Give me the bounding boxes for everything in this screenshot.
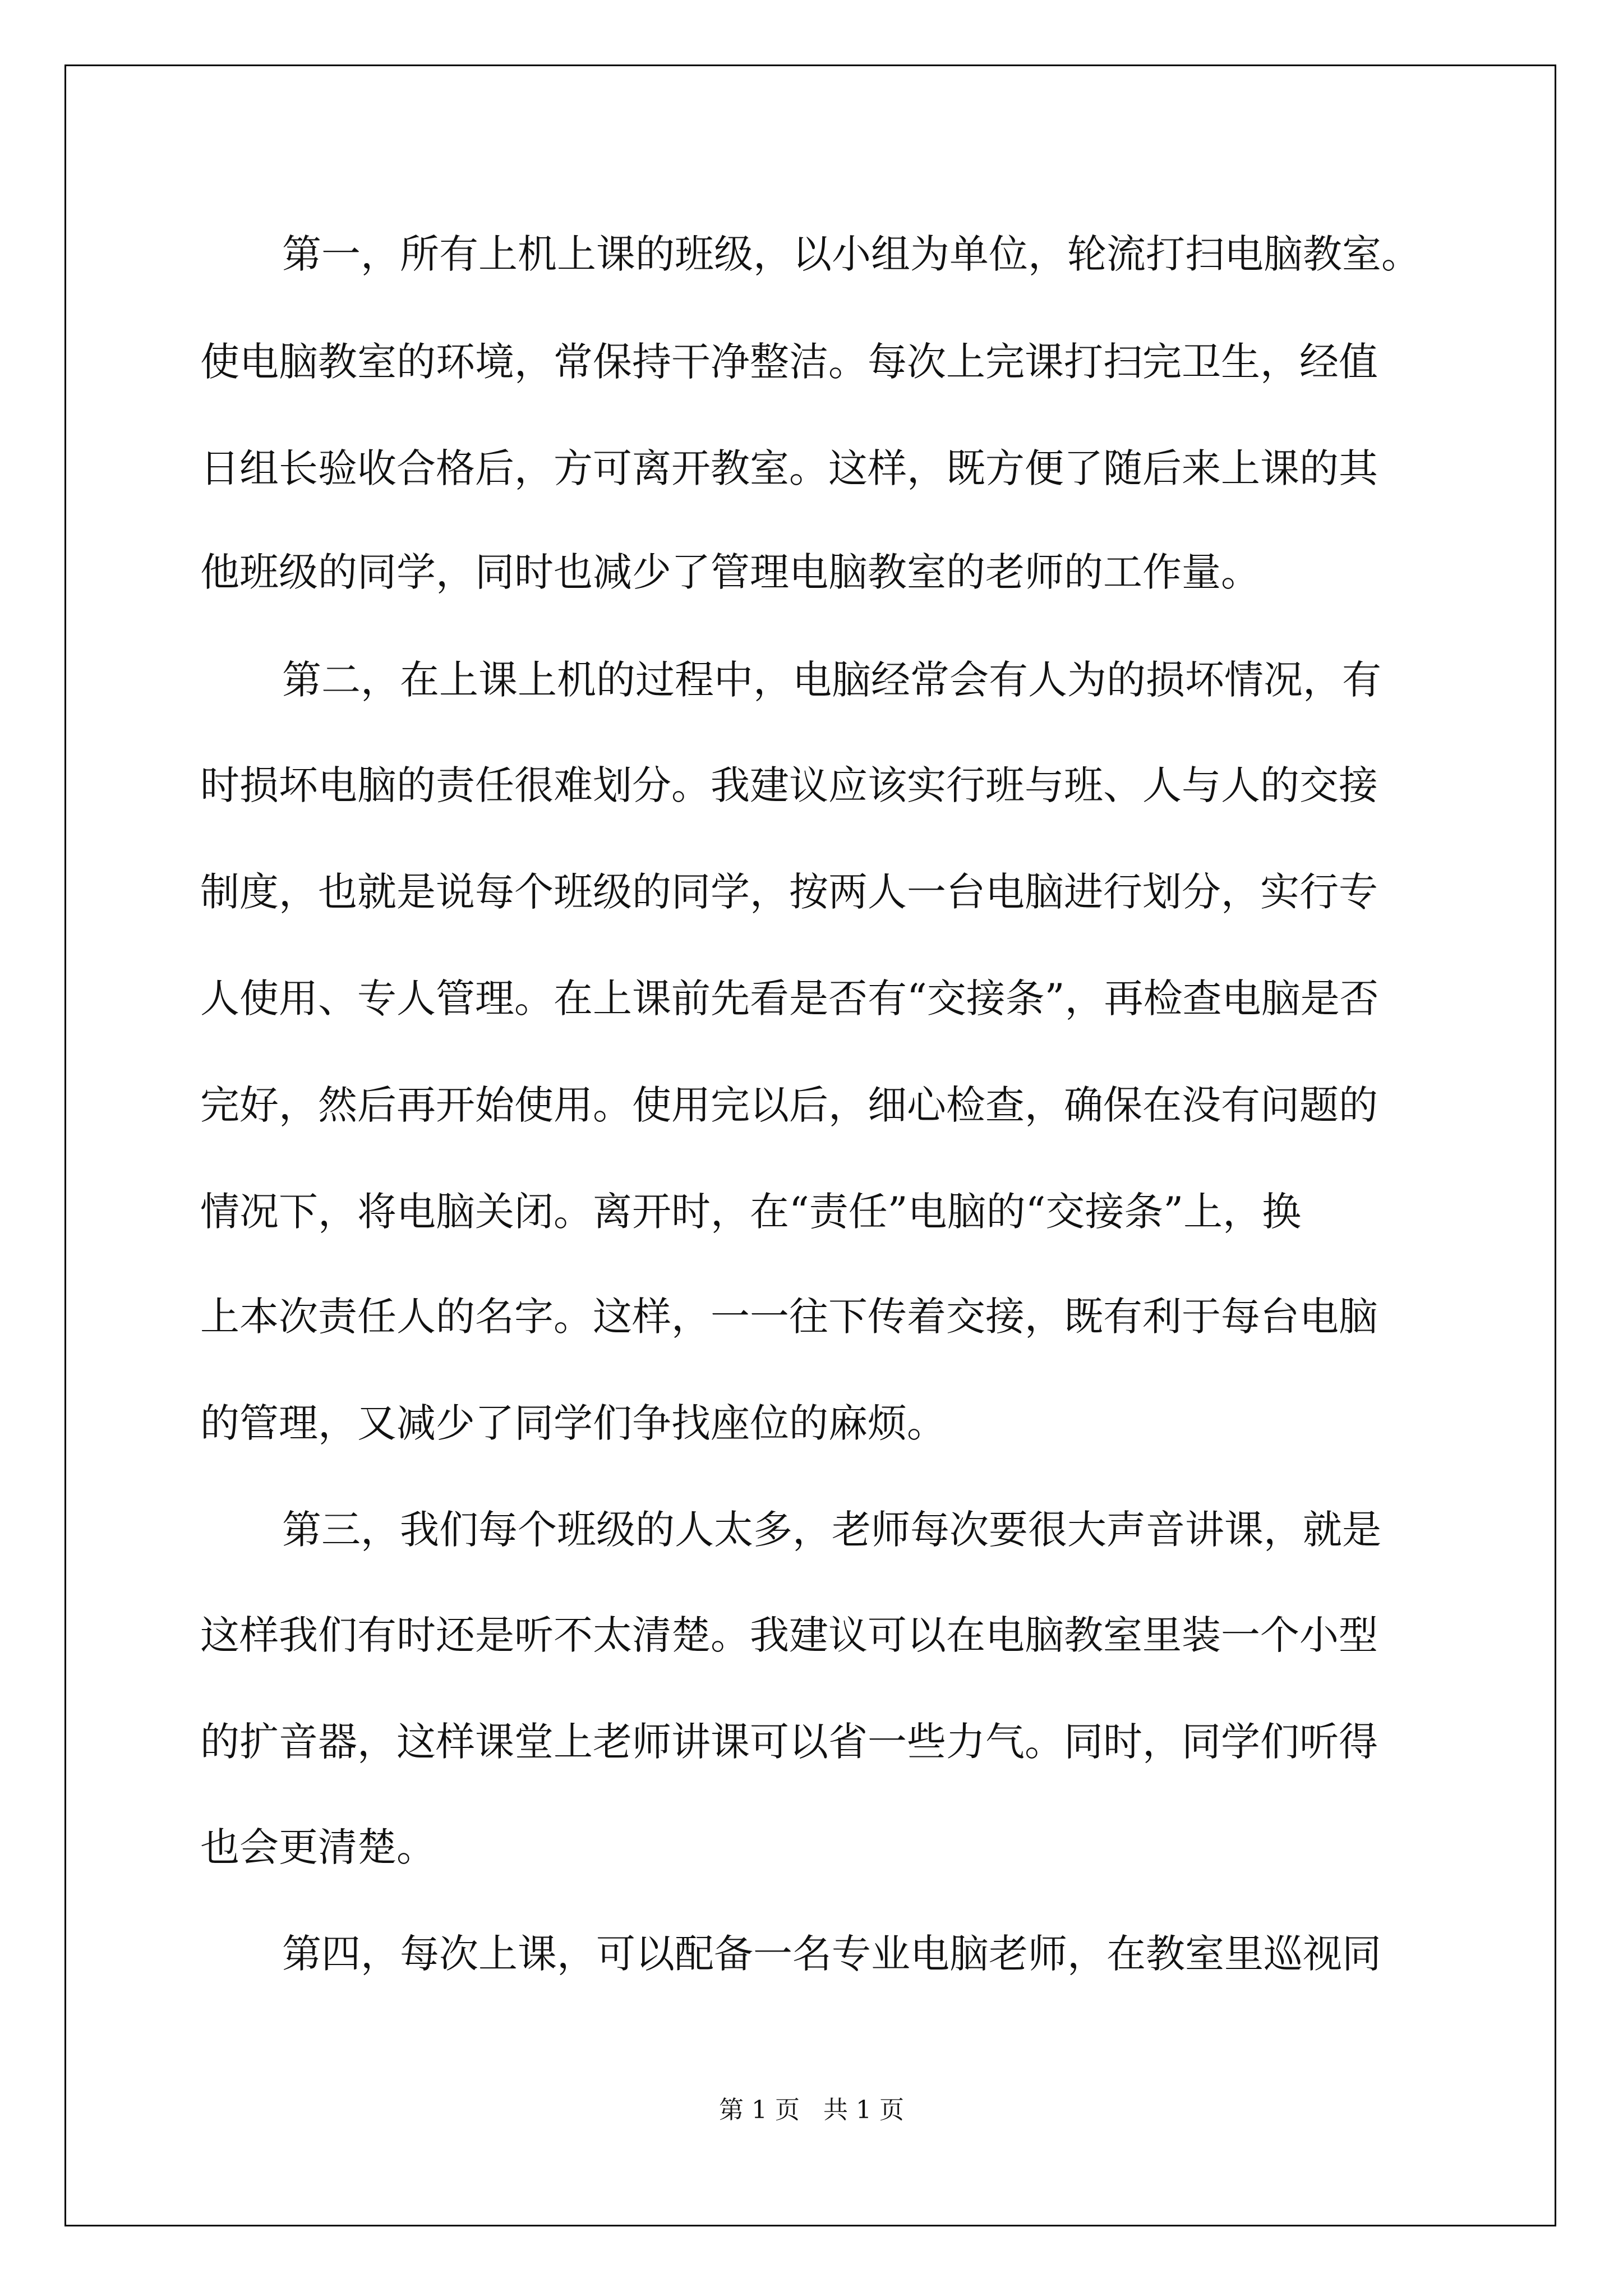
paragraph-1-line-2: 使电脑教室的环境，常保持干净整洁。每次上完课打扫完卫生，经值 <box>200 339 1378 385</box>
paragraph-2-line-4: 人使用、专人管理。在上课前先看是否有“交接条”，再检查电脑是否 <box>200 976 1379 1022</box>
paragraph-1-line-3: 日组长验收合格后，方可离开教室。这样，既方便了随后来上课的其 <box>200 445 1378 491</box>
paragraph-2-line-1: 第二，在上课上机的过程中，电脑经常会有人为的损坏情况，有 <box>282 657 1381 703</box>
paragraph-2-line-2: 时损坏电脑的责任很难划分。我建议应该实行班与班、人与人的交接 <box>200 762 1378 808</box>
paragraph-4-line-1: 第四，每次上课，可以配备一名专业电脑老师，在教室里巡视同 <box>282 1931 1381 1977</box>
paragraph-3-line-3: 的扩音器，这样课堂上老师讲课可以省一些力气。同时，同学们听得 <box>200 1719 1378 1765</box>
paragraph-2-line-7: 上本次责任人的名字。这样，一一往下传着交接，既有利于每台电脑 <box>200 1294 1378 1340</box>
paragraph-2-line-8: 的管理，又减少了同学们争找座位的麻烦。 <box>200 1400 946 1446</box>
page-number-footer: 第 1 页 共 1 页 <box>719 2096 904 2124</box>
paragraph-3-line-4: 也会更清楚。 <box>200 1824 436 1870</box>
paragraph-1-line-4: 他班级的同学，同时也减少了管理电脑教室的老师的工作量。 <box>200 549 1260 595</box>
page-border <box>64 65 1556 2226</box>
paragraph-2-line-3: 制度，也就是说每个班级的同学，按两人一台电脑进行划分，实行专 <box>200 869 1378 915</box>
paragraph-1-line-1: 第一，所有上机上课的班级，以小组为单位，轮流打扫电脑教室。 <box>282 231 1421 277</box>
paragraph-3-line-2: 这样我们有时还是听不太清楚。我建议可以在电脑教室里装一个小型 <box>200 1612 1378 1658</box>
paragraph-2-line-6: 情况下，将电脑关闭。离开时，在“责任”电脑的“交接条”上，换 <box>200 1189 1302 1235</box>
paragraph-2-line-5: 完好，然后再开始使用。使用完以后，细心检查，确保在没有问题的 <box>200 1082 1378 1128</box>
paragraph-3-line-1: 第三，我们每个班级的人太多，老师每次要很大声音讲课，就是 <box>282 1507 1381 1553</box>
